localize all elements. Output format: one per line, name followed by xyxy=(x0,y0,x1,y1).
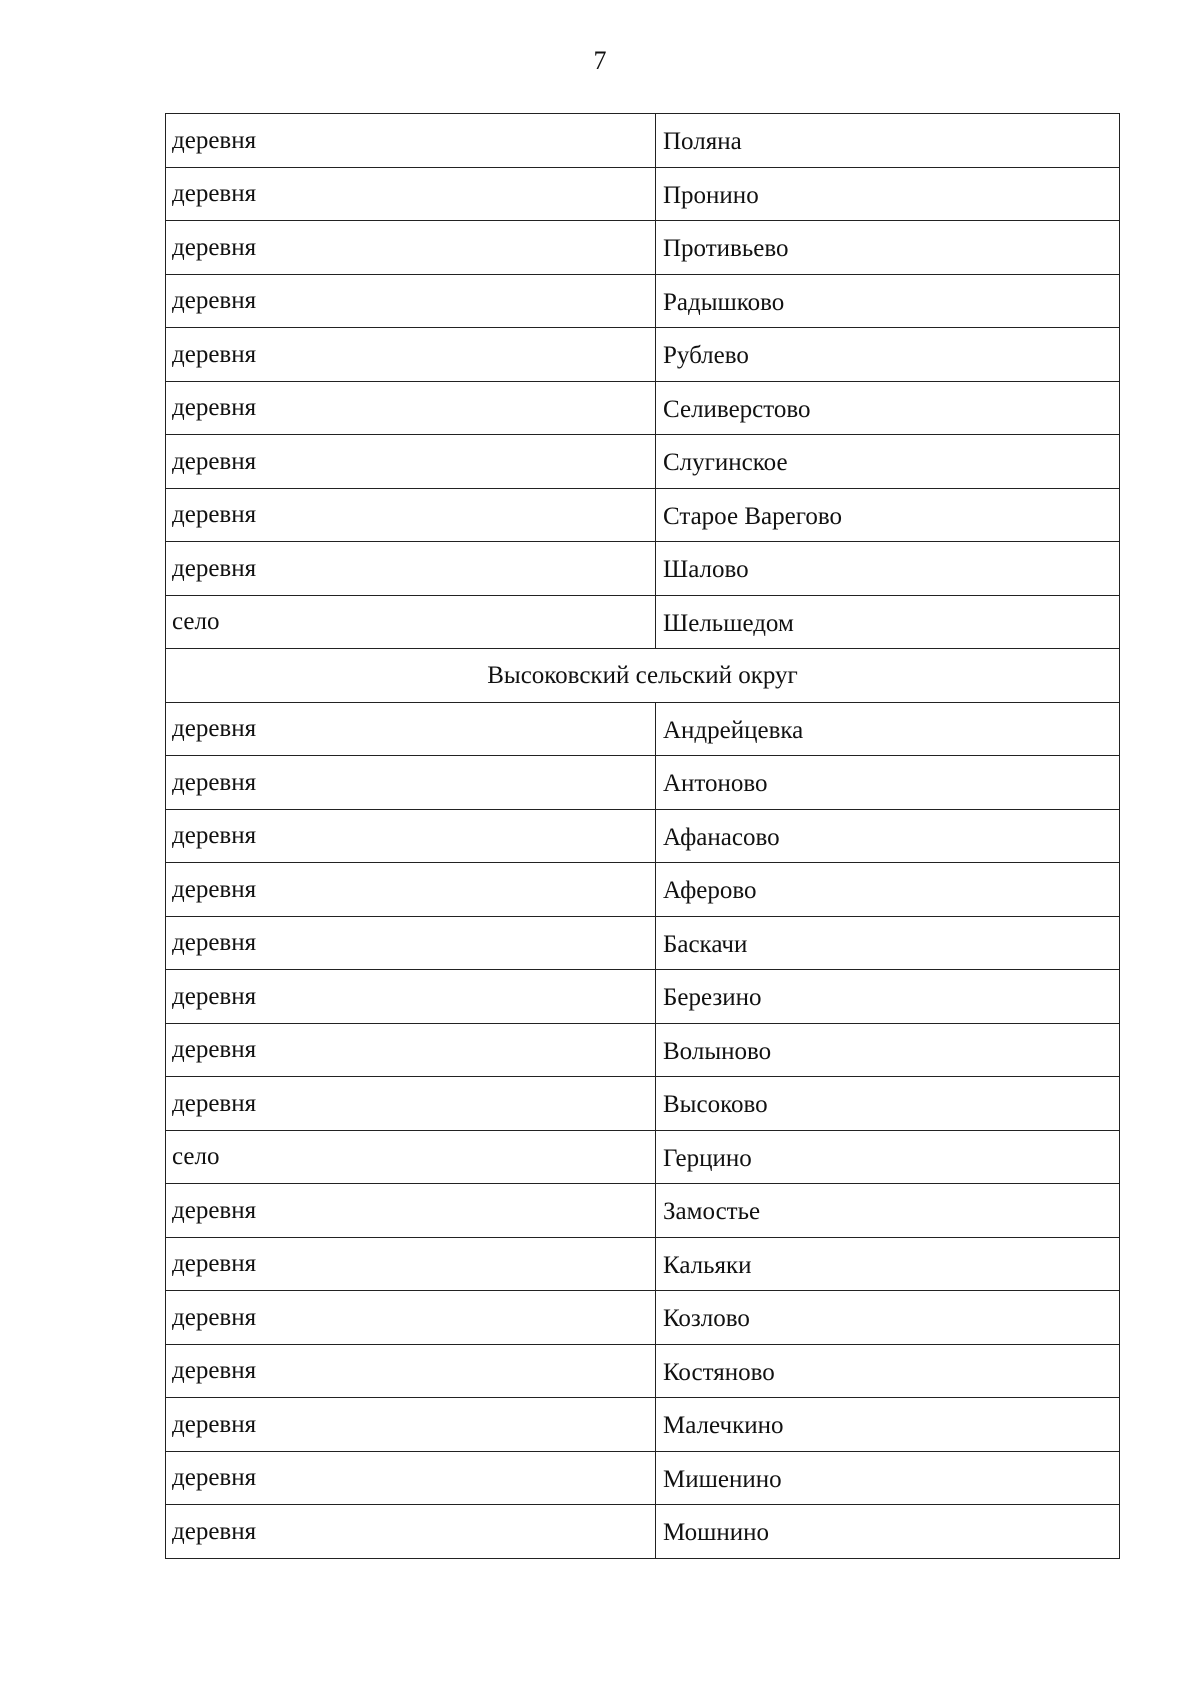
settlement-name-cell: Высоково xyxy=(656,1077,1120,1131)
table-row xyxy=(166,1237,1120,1291)
settlement-name-cell: Герцино xyxy=(656,1130,1120,1184)
settlement-type-cell: деревня xyxy=(166,1237,656,1291)
settlement-type-cell: деревня xyxy=(166,167,656,221)
table-row xyxy=(166,221,1120,275)
settlement-name-cell: Слугинское xyxy=(656,435,1120,489)
settlement-type-cell: деревня xyxy=(166,1291,656,1345)
settlement-type-cell: деревня xyxy=(166,1077,656,1131)
table-row xyxy=(166,809,1120,863)
table-row xyxy=(166,435,1120,489)
settlement-type-cell: деревня xyxy=(166,1451,656,1505)
settlement-name-cell: Волыново xyxy=(656,1023,1120,1077)
settlement-name-cell: Шалово xyxy=(656,542,1120,596)
settlement-name-cell: Малечкино xyxy=(656,1398,1120,1452)
table-row xyxy=(166,916,1120,970)
table-row xyxy=(166,274,1120,328)
settlement-name-cell: Баскачи xyxy=(656,916,1120,970)
table-row xyxy=(166,328,1120,382)
settlement-type-cell: деревня xyxy=(166,1023,656,1077)
settlement-type-cell: деревня xyxy=(166,863,656,917)
settlement-name-cell: Афанасово xyxy=(656,809,1120,863)
settlements-table-body xyxy=(166,114,1120,1559)
settlement-name-cell: Радышково xyxy=(656,274,1120,328)
table-row xyxy=(166,488,1120,542)
settlement-type-cell: деревня xyxy=(166,114,656,168)
table-row xyxy=(166,167,1120,221)
settlement-name-cell: Селиверстово xyxy=(656,381,1120,435)
settlement-type-cell: деревня xyxy=(166,1344,656,1398)
table-row xyxy=(166,1130,1120,1184)
table-row xyxy=(166,1505,1120,1559)
table-row xyxy=(166,756,1120,810)
table-row xyxy=(166,1077,1120,1131)
table-row xyxy=(166,1398,1120,1452)
settlement-name-cell: Противьево xyxy=(656,221,1120,275)
settlement-type-cell: деревня xyxy=(166,1505,656,1559)
table-row xyxy=(166,595,1120,649)
settlement-type-cell: село xyxy=(166,1130,656,1184)
settlement-type-cell: деревня xyxy=(166,1184,656,1238)
settlement-type-cell: деревня xyxy=(166,488,656,542)
table-row xyxy=(166,1451,1120,1505)
settlement-type-cell: деревня xyxy=(166,916,656,970)
table-row xyxy=(166,114,1120,168)
table-row xyxy=(166,863,1120,917)
settlement-type-cell: деревня xyxy=(166,702,656,756)
section-header-row xyxy=(166,649,1120,703)
settlement-type-cell: деревня xyxy=(166,221,656,275)
table-row xyxy=(166,1344,1120,1398)
settlement-type-cell: деревня xyxy=(166,970,656,1024)
settlement-name-cell: Мишенино xyxy=(656,1451,1120,1505)
settlement-type-cell: деревня xyxy=(166,756,656,810)
settlement-name-cell: Рублево xyxy=(656,328,1120,382)
settlement-name-cell: Козлово xyxy=(656,1291,1120,1345)
table-row xyxy=(166,1023,1120,1077)
table-row xyxy=(166,702,1120,756)
settlement-name-cell: Поляна xyxy=(656,114,1120,168)
settlement-name-cell: Аферово xyxy=(656,863,1120,917)
settlements-table xyxy=(165,113,1120,1559)
settlement-type-cell: деревня xyxy=(166,328,656,382)
settlement-type-cell: деревня xyxy=(166,381,656,435)
settlement-name-cell: Старое Варегово xyxy=(656,488,1120,542)
settlement-name-cell: Кальяки xyxy=(656,1237,1120,1291)
settlement-type-cell: деревня xyxy=(166,542,656,596)
settlement-type-cell: деревня xyxy=(166,274,656,328)
table-row xyxy=(166,381,1120,435)
settlement-name-cell: Андрейцевка xyxy=(656,702,1120,756)
settlement-name-cell: Костяново xyxy=(656,1344,1120,1398)
settlement-name-cell: Антоново xyxy=(656,756,1120,810)
section-title: Высоковский сельский округ xyxy=(166,649,1120,703)
page-number: 7 xyxy=(593,46,607,75)
settlement-type-cell: деревня xyxy=(166,809,656,863)
table-row xyxy=(166,1184,1120,1238)
settlement-name-cell: Пронино xyxy=(656,167,1120,221)
settlement-type-cell: деревня xyxy=(166,435,656,489)
table-row xyxy=(166,542,1120,596)
settlement-name-cell: Замостье xyxy=(656,1184,1120,1238)
settlement-name-cell: Мошнино xyxy=(656,1505,1120,1559)
settlement-name-cell: Березино xyxy=(656,970,1120,1024)
settlement-name-cell: Шельшедом xyxy=(656,595,1120,649)
settlement-type-cell: село xyxy=(166,595,656,649)
table-row xyxy=(166,1291,1120,1345)
table-row xyxy=(166,970,1120,1024)
settlements-table-container xyxy=(165,113,1120,1559)
settlement-type-cell: деревня xyxy=(166,1398,656,1452)
